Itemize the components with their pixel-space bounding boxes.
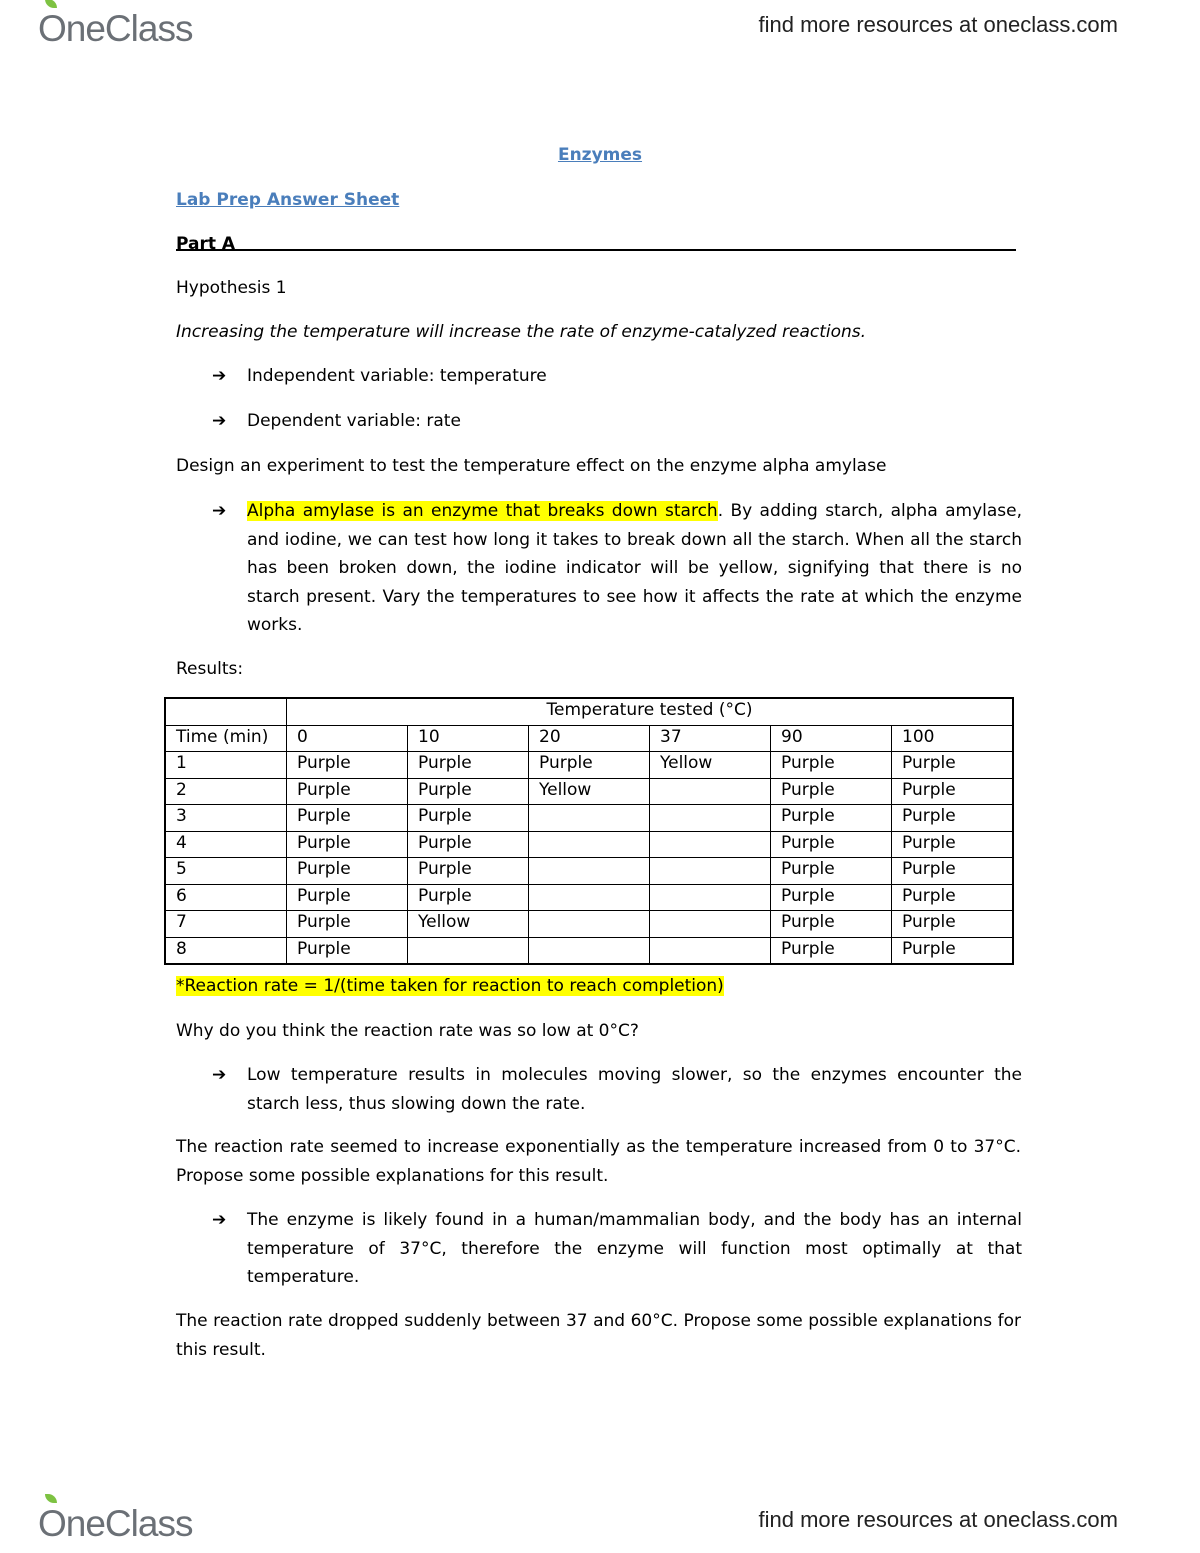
time-cell: 7 xyxy=(165,911,287,938)
question-3: The reaction rate dropped suddenly between 37 and 60°C. Propose some possible explanations for this result. xyxy=(176,1311,1021,1360)
resources-link-footer[interactable]: find more resources at oneclass.com xyxy=(758,1507,1118,1532)
table-corner xyxy=(165,698,287,725)
color-cell xyxy=(650,778,771,805)
color-cell: Purple xyxy=(287,805,408,832)
color-cell xyxy=(408,937,529,964)
table-header-row xyxy=(165,698,1013,725)
question-2: The reaction rate seemed to increase exponentially as the temperature increased from 0 to 37°C. Propose some possible explanations for this result. xyxy=(176,1137,1021,1186)
table-row xyxy=(165,752,1013,779)
color-cell xyxy=(650,831,771,858)
logo-text: OneClass xyxy=(38,8,193,49)
time-cell: 4 xyxy=(165,831,287,858)
table-row xyxy=(165,884,1013,911)
color-cell xyxy=(650,858,771,885)
temp-cell: 90 xyxy=(771,725,892,752)
part-divider xyxy=(176,249,1016,251)
color-cell: Purple xyxy=(287,858,408,885)
temp-cell: 100 xyxy=(892,725,1014,752)
color-cell xyxy=(529,884,650,911)
table-row xyxy=(165,831,1013,858)
color-cell: Purple xyxy=(892,858,1014,885)
color-cell xyxy=(650,937,771,964)
color-cell: Purple xyxy=(408,831,529,858)
time-cell: 6 xyxy=(165,884,287,911)
color-cell xyxy=(650,805,771,832)
hypothesis-text: Increasing the temperature will increase the rate of enzyme-catalyzed reactions. xyxy=(176,322,867,342)
color-cell: Purple xyxy=(771,937,892,964)
color-cell: Purple xyxy=(287,778,408,805)
color-cell: Purple xyxy=(892,884,1014,911)
hypothesis-label: Hypothesis 1 xyxy=(176,278,287,298)
resources-link[interactable]: find more resources at oneclass.com xyxy=(758,12,1118,37)
color-cell: Purple xyxy=(892,911,1014,938)
arrow-icon: ➔ xyxy=(212,501,227,521)
design-answer xyxy=(247,497,1022,640)
color-cell: Purple xyxy=(287,831,408,858)
color-cell: Purple xyxy=(408,752,529,779)
temp-cell: 0 xyxy=(287,725,408,752)
color-cell xyxy=(650,884,771,911)
color-cell: Purple xyxy=(771,831,892,858)
temp-cell: 10 xyxy=(408,725,529,752)
time-cell: 2 xyxy=(165,778,287,805)
rate-note xyxy=(176,975,724,997)
table-temps-row xyxy=(165,725,1013,752)
color-cell: Purple xyxy=(771,778,892,805)
color-cell: Purple xyxy=(771,805,892,832)
subtitle: Lab Prep Answer Sheet xyxy=(176,190,400,210)
design-prompt: Design an experiment to test the temperature effect on the enzyme alpha amylase xyxy=(176,456,887,476)
highlighted-text: Alpha amylase is an enzyme that breaks down starch xyxy=(247,501,718,521)
temp-cell: 37 xyxy=(650,725,771,752)
arrow-icon: ➔ xyxy=(212,1210,227,1230)
time-cell: 1 xyxy=(165,752,287,779)
arrow-icon: ➔ xyxy=(212,1065,227,1085)
arrow-icon: ➔ xyxy=(212,366,227,386)
color-cell: Yellow xyxy=(529,778,650,805)
color-cell: Purple xyxy=(408,805,529,832)
table-row xyxy=(165,778,1013,805)
temperature-group-header: Temperature tested (°C) xyxy=(287,698,1014,725)
leaf-icon xyxy=(45,1494,57,1503)
color-cell: Purple xyxy=(771,858,892,885)
leaf-icon xyxy=(45,0,57,8)
design-rest: . By adding starch, alpha amylase, and iodine, we can test how long it takes to break down all the starch. When all the starch has been broken down, the iodine indicator will be yellow, signifying that there is no starch present. Vary the temperatures to see how it affects the rate at which the enzyme works. xyxy=(247,501,1022,635)
arrow-icon: ➔ xyxy=(212,411,227,431)
color-cell: Purple xyxy=(287,937,408,964)
time-cell: 5 xyxy=(165,858,287,885)
color-cell xyxy=(650,911,771,938)
table-row xyxy=(165,911,1013,938)
color-cell: Purple xyxy=(408,778,529,805)
color-cell xyxy=(529,911,650,938)
color-cell: Purple xyxy=(408,858,529,885)
rate-note-text: *Reaction rate = 1/(time taken for reaction to reach completion) xyxy=(176,976,724,996)
color-cell: Yellow xyxy=(650,752,771,779)
answer-2-text: The enzyme is likely found in a human/mammalian body, and the body has an internal temperature of 37°C, therefore the enzyme will function most optimally at that temperature. xyxy=(247,1210,1022,1287)
color-cell: Purple xyxy=(529,752,650,779)
table-row xyxy=(165,858,1013,885)
color-cell: Purple xyxy=(892,937,1014,964)
oneclass-logo-footer[interactable] xyxy=(38,1503,192,1545)
color-cell: Purple xyxy=(892,778,1014,805)
color-cell xyxy=(529,831,650,858)
color-cell: Purple xyxy=(287,884,408,911)
answer-1-text: Low temperature results in molecules moving slower, so the enzymes encounter the starch less, thus slowing down the rate. xyxy=(247,1065,1022,1114)
color-cell: Purple xyxy=(408,884,529,911)
part-heading: Part A xyxy=(176,234,236,254)
table-body xyxy=(165,752,1013,965)
color-cell: Purple xyxy=(892,752,1014,779)
table-row xyxy=(165,937,1013,964)
results-label: Results: xyxy=(176,659,244,679)
question-1: Why do you think the reaction rate was so low at 0°C? xyxy=(176,1021,639,1041)
table-row xyxy=(165,805,1013,832)
logo-text: OneClass xyxy=(38,1503,193,1544)
color-cell: Purple xyxy=(771,752,892,779)
results-table xyxy=(164,697,1014,965)
color-cell: Purple xyxy=(892,831,1014,858)
temp-cell: 20 xyxy=(529,725,650,752)
dependent-text: Dependent variable: rate xyxy=(247,411,461,431)
independent-text: Independent variable: temperature xyxy=(247,366,547,386)
color-cell: Purple xyxy=(771,911,892,938)
color-cell: Purple xyxy=(892,805,1014,832)
time-header: Time (min) xyxy=(165,725,287,752)
color-cell: Purple xyxy=(771,884,892,911)
color-cell: Purple xyxy=(287,752,408,779)
oneclass-logo[interactable] xyxy=(38,8,192,50)
color-cell xyxy=(529,858,650,885)
time-cell: 8 xyxy=(165,937,287,964)
page-title: Enzymes xyxy=(557,145,643,165)
color-cell xyxy=(529,805,650,832)
color-cell: Yellow xyxy=(408,911,529,938)
time-cell: 3 xyxy=(165,805,287,832)
color-cell xyxy=(529,937,650,964)
color-cell: Purple xyxy=(287,911,408,938)
